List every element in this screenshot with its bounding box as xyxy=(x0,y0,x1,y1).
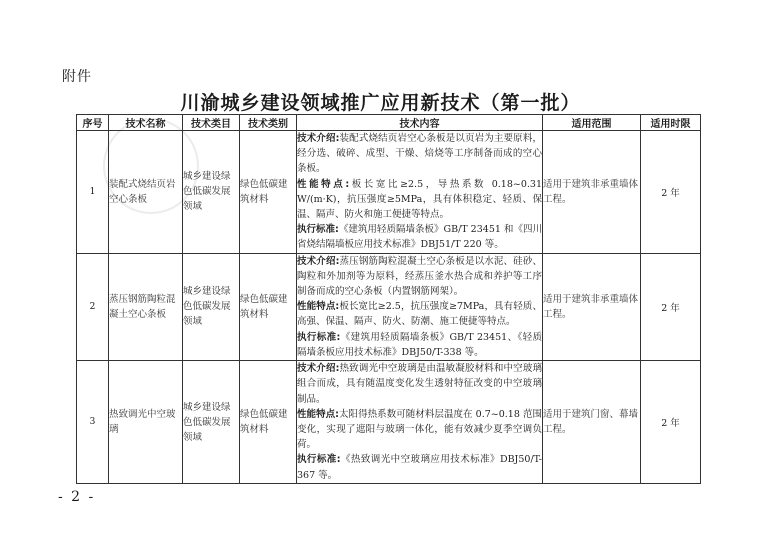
header-period: 适用时限 xyxy=(641,115,701,131)
performance-text: 太阳得热系数可随材料层温度在 0.7~0.18 范围变化，实现了遮阳与玻璃一体化，能有效减少夏季空调负荷。 xyxy=(297,408,542,451)
intro-label: 技术介绍: xyxy=(297,363,340,375)
content-standard xyxy=(297,222,542,252)
attachment-label: 附件 xyxy=(62,69,92,85)
technology-name: 热致调光中空玻璃 xyxy=(109,361,183,484)
header-content: 技术内容 xyxy=(297,115,543,131)
page-number: - 2 - xyxy=(58,489,96,505)
content-intro xyxy=(297,131,542,177)
content-performance xyxy=(297,177,542,223)
standard-label: 执行标准: xyxy=(297,331,341,343)
performance-label: 性能特点: xyxy=(297,301,340,313)
technology-category: 城乡建设绿色低碳发展领域 xyxy=(183,253,240,360)
standard-label: 执行标准: xyxy=(297,454,341,466)
content-performance xyxy=(297,299,542,329)
technology-content xyxy=(297,131,543,254)
performance-label: 性能特点: xyxy=(297,408,339,420)
standard-text: 《建筑用轻质隔墙条板》GB/T 23451 和《四川省烧结隔墙板应用技术标准》DBJ51/T 220 等。 xyxy=(297,224,542,251)
standard-text: 《建筑用轻质隔墙条板》GB/T 23451、《轻质隔墙条板应用技术标准》DBJ50/T-338 等。 xyxy=(297,331,542,358)
document-title: 川渝城乡建设领域推广应用新技术（第一批） xyxy=(180,92,581,114)
table-header-row xyxy=(77,115,701,131)
content-standard xyxy=(297,330,542,360)
table-row xyxy=(77,253,701,360)
header-name: 技术名称 xyxy=(109,115,183,131)
technology-type: 绿色低碳建筑材料 xyxy=(240,361,297,484)
applicable-period: 2 年 xyxy=(641,361,701,484)
technology-category: 城乡建设绿色低碳发展领域 xyxy=(183,131,240,254)
content-standard xyxy=(297,452,542,482)
header-index: 序号 xyxy=(77,115,109,131)
intro-text: 蒸压钢筋陶粒混凝土空心条板是以水泥、硅砂、陶粒和外加剂等为原料，经蒸压釜水热合成和养护等工序制备而成的空心条板（内置钢筋网架）。 xyxy=(297,255,542,298)
performance-label: 性能特点: xyxy=(297,178,350,190)
intro-text: 装配式烧结页岩空心条板是以页岩为主要原料，经分选、破碎、成型、干燥、焙烧等工序制备而成的空心条板。 xyxy=(297,133,542,175)
performance-text: 板长宽比≥2.5，抗压强度≥7MPa，具有轻质、高强、保温、隔声、防火、防潮、施工便捷等特点。 xyxy=(297,301,542,328)
header-type: 技术类别 xyxy=(240,115,297,131)
table-row xyxy=(77,131,701,254)
technology-name: 蒸压钢筋陶粒混凝土空心条板 xyxy=(109,253,183,360)
technology-content xyxy=(297,361,543,484)
technology-name: 装配式烧结页岩空心条板 xyxy=(109,131,183,254)
content-intro xyxy=(297,361,542,407)
row-index: 1 xyxy=(77,131,109,254)
intro-text: 热致调光中空玻璃是由温敏凝胶材料和中空玻璃组合而成，具有随温度变化发生透射特征改变的中空玻璃制品。 xyxy=(297,363,542,405)
technology-category: 城乡建设绿色低碳发展领域 xyxy=(183,361,240,484)
header-category: 技术类目 xyxy=(183,115,240,131)
applicable-period: 2 年 xyxy=(641,253,701,360)
standard-text: 《热致调光中空玻璃应用技术标准》DBJ50/T-367 等。 xyxy=(297,454,542,481)
applicable-scope: 适用于建筑非承重墙体工程。 xyxy=(543,131,641,254)
intro-label: 技术介绍: xyxy=(297,255,340,267)
content-performance xyxy=(297,407,542,453)
intro-label: 技术介绍: xyxy=(297,133,340,144)
standard-label: 执行标准: xyxy=(297,224,339,236)
performance-text: 板长宽比≥2.5，导热系数 0.18~0.31 W/(m·K)，抗压强度≥5MPa，具有体积稳定、轻质、保温、隔声、防火和施工便捷等特点。 xyxy=(297,178,542,221)
content-intro xyxy=(297,254,542,300)
applicable-scope: 适用于建筑门窗、幕墙工程。 xyxy=(543,361,641,484)
row-index: 2 xyxy=(77,253,109,360)
technology-table xyxy=(76,114,701,484)
technology-type: 绿色低碳建筑材料 xyxy=(240,131,297,254)
technology-content xyxy=(297,253,543,360)
header-scope: 适用范围 xyxy=(543,115,641,131)
row-index: 3 xyxy=(77,361,109,484)
applicable-scope: 适用于建筑非承重墙体工程。 xyxy=(543,253,641,360)
table-row xyxy=(77,361,701,484)
technology-type: 绿色低碳建筑材料 xyxy=(240,253,297,360)
applicable-period: 2 年 xyxy=(641,131,701,254)
